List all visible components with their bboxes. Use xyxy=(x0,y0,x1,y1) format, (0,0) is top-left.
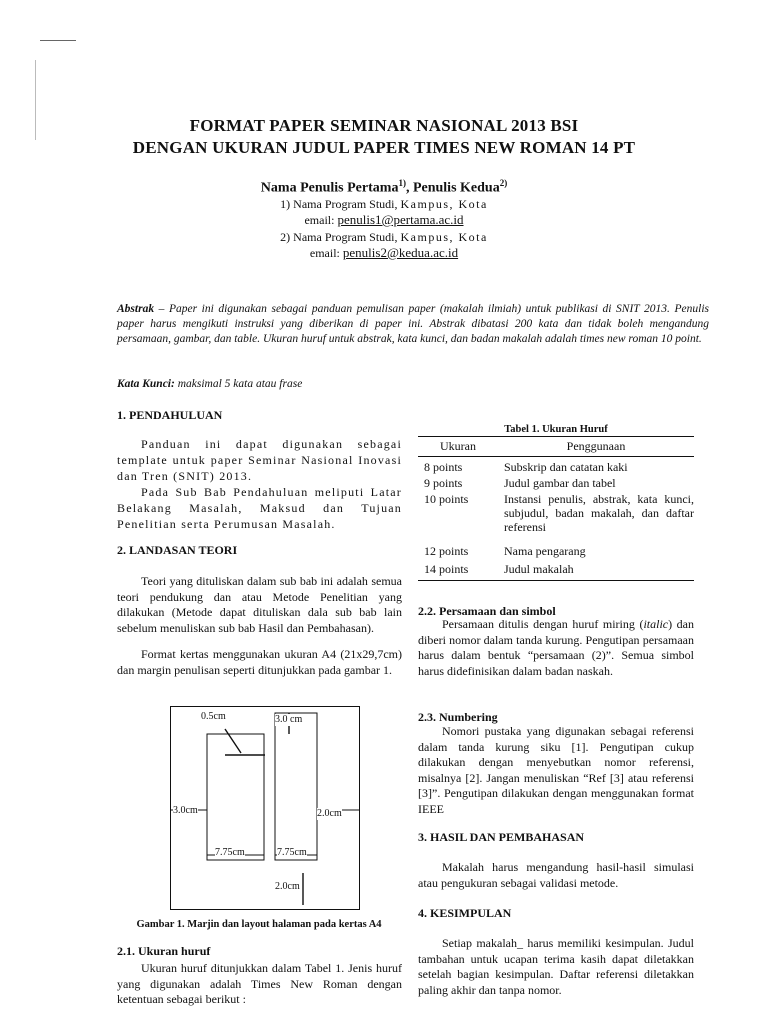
table-cell-usage: Judul gambar dan tabel xyxy=(504,476,616,490)
section-2-1-paragraph: Ukuran huruf ditunjukkan dalam Tabel 1. Jenis huruf yang digunakan adalah Times New Roman dengan ketentuan sebagai berikut : xyxy=(117,961,402,1006)
figure-1-column-left xyxy=(207,734,264,860)
table-row xyxy=(418,460,694,476)
section-2-heading: 2. LANDASAN TEORI xyxy=(117,543,238,557)
table-row xyxy=(418,492,694,544)
figure-1-label-col1: 7.75cm xyxy=(215,847,245,858)
affiliation-2-prodi: 2) Nama Program Studi, xyxy=(280,230,401,244)
table-1-body xyxy=(418,460,694,578)
table-cell-usage: Subskrip dan catatan kaki xyxy=(504,460,628,474)
abstract-text: – Paper ini digunakan sebagai panduan pemulisan paper (makalah ilmiah) untuk publikasi di SNIT 2013. Penulis paper harus mengikuti instruksi yang diberikan di paper ini. Abstrak dibatasi 200 kata dan tidak boleh mengandung persamaan, gambar, dan table. Ukuran huruf untuk abstrak, kata kunci, dan badan makalah adalah times new roman 10 point. xyxy=(117,303,709,345)
affiliation-2-email-line xyxy=(0,245,768,261)
table-1 xyxy=(418,439,694,456)
section-2-2-heading: 2.2. Persamaan dan simbol xyxy=(418,604,556,618)
section-4-heading: 4. KESIMPULAN xyxy=(418,906,512,920)
table-1-bottom-rule xyxy=(418,580,694,581)
author-1-name: Nama Penulis Pertama xyxy=(260,180,399,196)
section-1-paragraph-2: Pada Sub Bab Pendahuluan meliputi Latar Belakang Masalah, Maksud dan Tujuan Penelitian serta Perumusan Masalah. xyxy=(117,485,402,531)
figure-1-label-top: 3.0 cm xyxy=(275,714,303,725)
section-2-3-heading: 2.3. Numbering xyxy=(418,710,498,724)
affiliation-2-kampus: Kampus, Kota xyxy=(400,230,488,244)
table-cell-usage: Nama pengarang xyxy=(504,544,586,558)
affiliation-1-email-line xyxy=(0,212,768,228)
section-4-paragraph: Setiap makalah_ harus memiliki kesimpulan. Judul tambahan untuk ucapan terima kasih dapat diletakkan setelah bagian kesimpulan. Daftar referensi diletakkan paling akhir dan tanpa nomor. xyxy=(418,936,694,997)
section-3-paragraph: Makalah harus mengandung hasil-hasil simulasi atau pengukuran sebagai validasi metode. xyxy=(418,860,694,890)
abstract-label: Abstrak xyxy=(117,303,155,315)
table-1-header-ukuran: Ukuran xyxy=(440,439,476,453)
section-2-paragraph-2: Format kertas menggunakan ukuran A4 (21x29,7cm) dan margin penulisan seperti ditunjukkan pada gambar 1. xyxy=(117,647,402,677)
table-row xyxy=(418,544,694,562)
table-cell-size: 14 points xyxy=(424,562,469,576)
paper-title-line-2: DENGAN UKURAN JUDUL PAPER TIMES NEW ROMAN 14 PT xyxy=(132,138,636,157)
table-cell-usage: Judul makalah xyxy=(504,562,574,576)
section-1-paragraph-1: Panduan ini dapat digunakan sebagai template untuk paper Seminar Nasional Inovasi dan Tren (SNIT) 2013. xyxy=(117,437,402,483)
author-1-sup: 1) xyxy=(398,178,406,188)
keywords-text: maksimal 5 kata atau frase xyxy=(174,378,303,390)
table-1-header-penggunaan: Penggunaan xyxy=(566,439,626,453)
figure-1-label-bottom: 2.0cm xyxy=(275,881,300,892)
section-2-2-text-b: ) dan diberi nomor dalam tanda kurung. Pengutipan persamaan harus dalam bentuk “persamaan (2)”. Semua simbol harus didefinisikan dalam badan naskah. xyxy=(418,617,694,678)
scan-mark xyxy=(40,40,76,41)
figure-1-page-outline xyxy=(170,706,360,910)
table-cell-size: 9 points xyxy=(424,476,463,490)
table-cell-size: 8 points xyxy=(424,460,463,474)
table-cell-size: 12 points xyxy=(424,544,469,558)
section-2-3-paragraph: Nomori pustaka yang digunakan sebagai referensi dalam tanda kurung siku [1]. Pengutipan cukup dilakukan dengan menyebutkan nomor referensi, misalnya [2]. Jangan menuliskan “Ref [3] atau referensi [3]”. Pengutipan dilakukan dengan menggunakan format IEEE xyxy=(418,724,694,816)
author-separator: , xyxy=(405,180,413,196)
section-2-2-italic: italic xyxy=(643,617,669,631)
table-row xyxy=(418,476,694,492)
figure-1-label-left: 3.0cm xyxy=(173,805,198,816)
table-1-top-rule xyxy=(418,436,694,437)
section-1-heading: 1. PENDAHULUAN xyxy=(117,408,223,422)
table-cell-usage: Instansi penulis, abstrak, kata kunci, subjudul, badan makalah, dan daftar referensi xyxy=(504,492,694,534)
affiliation-1-kampus: Kampus, Kota xyxy=(400,197,488,211)
table-1-caption: Tabel 1. Ukuran Huruf xyxy=(504,424,608,435)
figure-1-label-right: 2.0cm xyxy=(317,808,342,819)
paper-title-line-1: FORMAT PAPER SEMINAR NASIONAL 2013 BSI xyxy=(189,116,579,135)
email-label: email: xyxy=(304,213,338,227)
section-2-2-text-a: Persamaan ditulis dengan huruf miring ( xyxy=(442,617,644,631)
author-line xyxy=(0,178,768,197)
section-3-heading: 3. HASIL DAN PEMBAHASAN xyxy=(418,830,585,844)
section-2-1-heading: 2.1. Ukuran huruf xyxy=(117,944,211,958)
keywords-label: Kata Kunci: xyxy=(117,378,175,390)
keywords xyxy=(117,378,302,390)
section-2-paragraph-1: Teori yang dituliskan dalam sub bab ini adalah semua teori pendukung dan atau Metode Penelitian yang dilakukan (Metode dapat dituliskan dala sub bab lain sebelum menuliskan sub bab Hasil dan Pembahasan). xyxy=(117,574,402,635)
affiliation-1-prodi: 1) Nama Program Studi, xyxy=(280,197,401,211)
table-1-header-rule xyxy=(418,456,694,457)
email-link-author-2[interactable]: penulis2@kedua.ac.id xyxy=(342,245,459,260)
figure-1-column-right xyxy=(275,713,317,860)
author-2-name: Penulis Kedua xyxy=(412,180,500,196)
email-link-author-1[interactable]: penulis1@pertama.ac.id xyxy=(337,212,464,227)
figure-1-caption: Gambar 1. Marjin dan layout halaman pada kertas A4 xyxy=(136,919,382,930)
affiliation-2 xyxy=(0,229,768,245)
figure-1-label-gap: 0.5cm xyxy=(201,711,226,722)
affiliation-1 xyxy=(0,196,768,212)
figure-1-label-col2: 7.75cm xyxy=(277,847,307,858)
email-label: email: xyxy=(309,246,343,260)
table-1-header-row xyxy=(418,439,694,456)
table-row xyxy=(418,562,694,578)
abstract xyxy=(117,302,709,347)
section-2-2-paragraph xyxy=(418,617,694,679)
figure-1-arrow-gap xyxy=(225,729,241,753)
table-cell-size: 10 points xyxy=(424,492,469,506)
author-2-sup: 2) xyxy=(499,178,508,188)
